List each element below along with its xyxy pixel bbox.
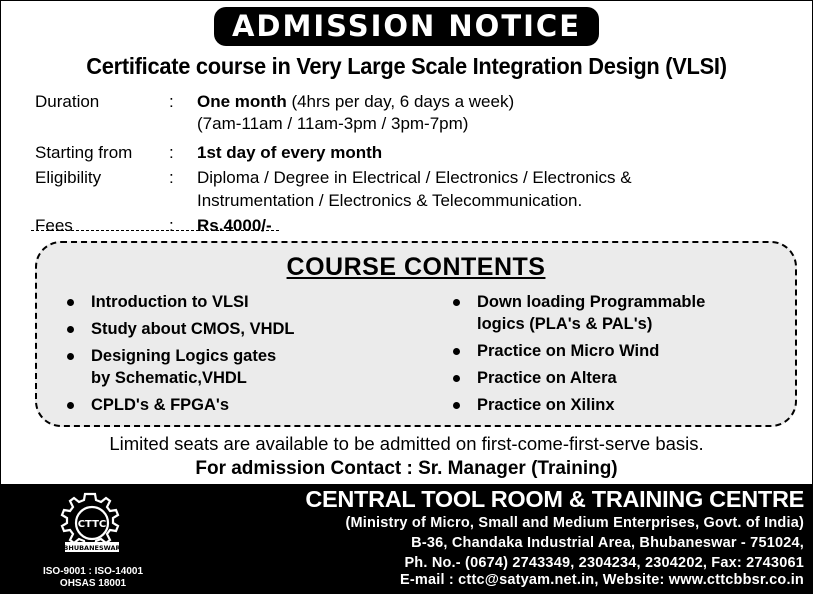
list-item: Designing Logics gates [65, 343, 295, 370]
footer [1, 484, 812, 594]
bullet-icon [67, 402, 74, 409]
phone-fax-line: Ph. No.- (0674) 2743349, 2304234, 2304202, Fax: 2743061 [404, 555, 804, 571]
iso-line-1: ISO-9001 : ISO-14001 [42, 566, 144, 577]
list-item: Practice on Micro Wind [451, 338, 705, 365]
iso-certification [13, 566, 173, 590]
bullet-icon [453, 299, 460, 306]
bullet-icon [453, 402, 460, 409]
cttc-logo-icon [45, 488, 135, 560]
colon: : [169, 143, 174, 162]
duration-value: One month [197, 92, 287, 111]
iso-line-2: OHSAS 18001 [59, 578, 127, 589]
fees-label: Fees [35, 216, 73, 235]
list-item: CPLD's & FPGA's [65, 392, 295, 419]
list-item: Practice on Altera [451, 365, 705, 392]
starting-label: Starting from [35, 143, 133, 162]
bullet-icon [67, 299, 74, 306]
colon: : [169, 168, 174, 187]
list-item-continuation: logics (PLA's & PAL's) [477, 315, 653, 333]
bullet-icon [67, 326, 74, 333]
fees-divider [31, 230, 279, 231]
limited-seats-note: Limited seats are available to be admitted on first-come-first-serve basis. [109, 433, 704, 454]
starting-value: 1st day of every month [197, 143, 383, 162]
organization-name: CENTRAL TOOL ROOM & TRAINING CENTRE [305, 486, 804, 512]
bullet-icon [453, 375, 460, 382]
course-list-left [65, 289, 295, 419]
course-list-right [451, 289, 705, 419]
duration-detail: (4hrs per day, 6 days a week) [286, 92, 515, 111]
eligibility-label: Eligibility [35, 168, 102, 187]
ministry-line: (Ministry of Micro, Small and Medium Enterprises, Govt. of India) [345, 515, 804, 531]
list-item: Practice on Xilinx [451, 392, 705, 419]
address-line: B-36, Chandaka Industrial Area, Bhubaneswar - 751024, [411, 535, 804, 551]
list-item: Study about CMOS, VHDL [65, 316, 295, 343]
bullet-icon [453, 348, 460, 355]
course-contents-title: COURSE CONTENTS [286, 253, 546, 281]
logo-ring-text: BHUBANESWAR [63, 544, 121, 552]
eligibility-line-1: Diploma / Degree in Electrical / Electronics / Electronics & [197, 168, 632, 187]
course-contents-box [35, 241, 797, 427]
colon: : [169, 216, 174, 235]
list-item: Down loading Programmable [451, 289, 705, 316]
admission-contact: For admission Contact : Sr. Manager (Training) [195, 458, 618, 479]
list-item-continuation: by Schematic,VHDL [91, 369, 247, 387]
duration-timings: (7am-11am / 11am-3pm / 3pm-7pm) [197, 114, 469, 133]
fees-value: Rs.4000/- [197, 216, 272, 235]
course-subtitle: Certificate course in Very Large Scale Integration Design (VLSI) [86, 53, 727, 79]
logo-text: CTTC [77, 519, 107, 530]
email-website-line: E-mail : cttc@satyam.net.in, Website: www.cttcbbsr.co.in [399, 572, 804, 588]
colon: : [169, 92, 174, 111]
bullet-icon [67, 353, 74, 360]
eligibility-line-2: Instrumentation / Electronics & Telecommunication. [197, 191, 583, 210]
list-item: Introduction to VLSI [65, 289, 295, 316]
notice-title: ADMISSION NOTICE [214, 7, 599, 46]
duration-label: Duration [35, 92, 100, 111]
